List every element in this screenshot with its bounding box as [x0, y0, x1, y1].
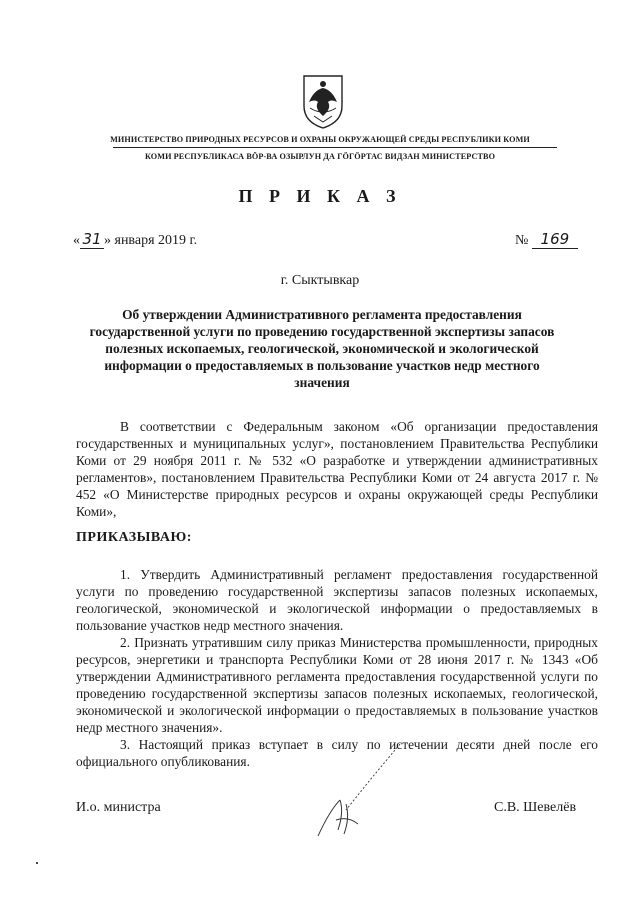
- order-item: 2. Признать утратившим силу приказ Министерства промышленности, природных ресурсов, энергетики и транспорта Республики Коми от 28 июня 2017 г. № 1343 «Об утверждении Административного регламента предоставления государственной услуги по проведению государственной экспертизы запасов полезных ископаемых, геологической, экономической и экологической информации о предоставляемых в пользование участков недр местного значения».: [76, 635, 598, 735]
- city: г. Сыктывкар: [280, 273, 360, 288]
- coat-of-arms-icon: [300, 72, 346, 130]
- order-subject: Об утверждении Административного регламента предоставления государственной услуги по проведению государственной экспертизы запасов полезных ископаемых, геологической, экономической и экологической информации о предоставляемых в пользование участков недр местного значения: [89, 307, 555, 390]
- order-directive: ПРИКАЗЫВАЮ:: [76, 530, 192, 545]
- signer-position: И.о. министра: [76, 800, 161, 815]
- ministry-name-komi: КОМИ РЕСПУБЛИКАСА ВӦР-ВА ОЗЫРЛУН ДА ГӦГӦРТАС ВИДЗАН МИНИСТЕРСТВО: [144, 152, 496, 161]
- date-open-quote: «: [73, 233, 80, 248]
- date-day-handwritten: 31: [80, 230, 104, 249]
- header-divider: [113, 147, 557, 148]
- order-number: [515, 230, 578, 249]
- order-date: [73, 230, 197, 249]
- number-handwritten: 169: [532, 230, 578, 249]
- order-item: 3. Настоящий приказ вступает в силу по истечении десяти дней после его официального опубликования.: [76, 737, 598, 769]
- scan-speck: [36, 862, 38, 864]
- preamble-paragraph: В соответствии с Федеральным законом «Об организации предоставления государственных и муниципальных услуг», постановлением Правительства Республики Коми от 29 ноября 2011 г. № 532 «О разработке и утверждении административных регламентов», постановлением Правительства Республики Коми от 24 августа 2017 г. № 452 «О Министерстве природных ресурсов и охраны окружающей среды Республики Коми»,: [76, 419, 598, 519]
- handwritten-signature-icon: [300, 740, 410, 840]
- order-item: 1. Утвердить Административный регламент предоставления государственной услуги по проведению государственной экспертизы запасов полезных ископаемых, геологической, экономической и экологической информации о предоставляемых в пользование участков недр местного значения.: [76, 567, 598, 633]
- ministry-name-russian: МИНИСТЕРСТВО ПРИРОДНЫХ РЕСУРСОВ И ОХРАНЫ ОКРУЖАЮЩЕЙ СРЕДЫ РЕСПУБЛИКИ КОМИ: [110, 135, 530, 144]
- number-label: №: [515, 233, 529, 248]
- date-month-year: » января 2019 г.: [104, 233, 198, 248]
- signer-name: С.В. Шевелёв: [494, 800, 577, 815]
- document-title: П Р И К А З: [238, 186, 402, 206]
